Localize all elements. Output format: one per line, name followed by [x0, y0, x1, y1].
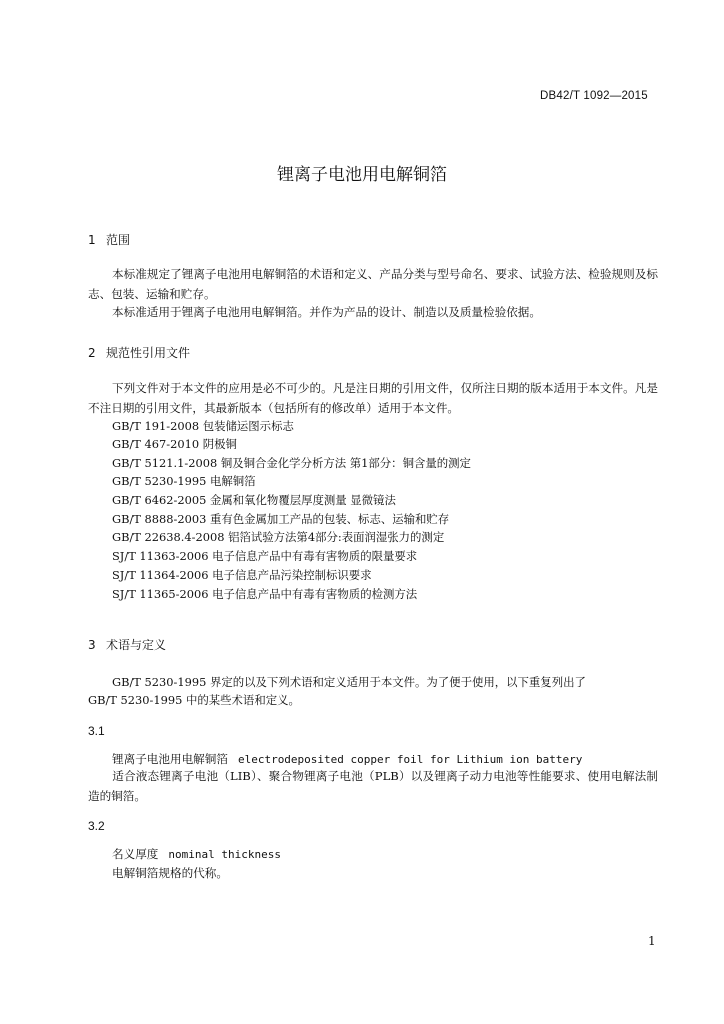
- paragraph-text: 本标准规定了锂离子电池用电解铜箔的术语和定义、产品分类与型号命名、要求、试验方法、检验规则及标志、包装、运输和贮存。: [88, 267, 658, 301]
- term-definition: [88, 766, 658, 806]
- definition-text: 适合液态锂离子电池（LIB）、聚合物锂离子电池（PLB）以及锂离子动力电池等性能要求、使用电解法制造的铜箔。: [88, 769, 658, 803]
- term-zh: 名义厚度: [112, 847, 159, 861]
- reference-item: GB/T 8888-2003 重有色金属加工产品的包装、标志、运输和贮存: [112, 512, 450, 526]
- reference-item: GB/T 22638.4-2008 铝箔试验方法第4部分:表面润湿张力的测定: [112, 530, 445, 544]
- reference-item: SJ/T 11363-2006 电子信息产品中有毒有害物质的限量要求: [112, 549, 418, 563]
- section-1-paragraph: [88, 264, 658, 304]
- subsection-number: 3.2: [88, 819, 105, 833]
- section-title: 规范性引用文件: [106, 346, 191, 360]
- term-zh: 锂离子电池用电解铜箔: [112, 752, 228, 766]
- section-1-paragraph: [88, 302, 658, 322]
- section-title: 范围: [106, 233, 131, 247]
- term-en: nominal thickness: [168, 848, 281, 861]
- paragraph-text: 下列文件对于本文件的应用是必不可少的。凡是注日期的引用文件，仅所注日期的版本适用于本文件。凡是不注日期的引用文件，其最新版本（包括所有的修改单）适用于本文件。: [88, 381, 658, 415]
- section-number: 2: [88, 346, 96, 360]
- section-number: 1: [88, 233, 96, 247]
- reference-item: GB/T 5121.1-2008 铜及铜合金化学分析方法 第1部分：铜含量的测定: [112, 456, 471, 470]
- reference-item: GB/T 5230-1995 电解铜箔: [112, 474, 256, 488]
- term-entry: [112, 751, 582, 767]
- page-number: 1: [648, 934, 656, 948]
- term-entry: [112, 846, 281, 862]
- section-number: 3: [88, 638, 96, 652]
- reference-item: SJ/T 11364-2006 电子信息产品污染控制标识要求: [112, 568, 372, 582]
- term-en: electrodeposited copper foil for Lithium ion battery: [237, 753, 583, 766]
- document-title: 锂离子电池用电解铜箔: [277, 165, 447, 185]
- paragraph-text: 本标准适用于锂离子电池用电解铜箔。并作为产品的设计、制造以及质量检验依据。: [112, 305, 541, 319]
- reference-item: GB/T 6462-2005 金属和氧化物覆层厚度测量 显微镜法: [112, 493, 396, 507]
- standard-code: DB42/T 1092—2015: [540, 90, 648, 102]
- subsection-number: 3.1: [88, 724, 105, 738]
- section-2-intro: [88, 378, 658, 418]
- section-3-intro-line: GB/T 5230-1995 界定的以及下列术语和定义适用于本文件。为了便于使用，以下重复列出了: [112, 675, 586, 689]
- reference-item: SJ/T 11365-2006 电子信息产品中有毒有害物质的检测方法: [112, 587, 418, 601]
- section-3-intro-line: GB/T 5230-1995 中的某些术语和定义。: [88, 693, 300, 707]
- section-title: 术语与定义: [106, 638, 167, 652]
- term-definition: 电解铜箔规格的代称。: [112, 866, 228, 880]
- section-1-heading: [88, 231, 130, 248]
- section-3-heading: [88, 636, 166, 653]
- reference-item: GB/T 191-2008 包装储运图示标志: [112, 419, 294, 433]
- reference-item: GB/T 467-2010 阴极铜: [112, 437, 237, 451]
- section-2-heading: [88, 344, 190, 361]
